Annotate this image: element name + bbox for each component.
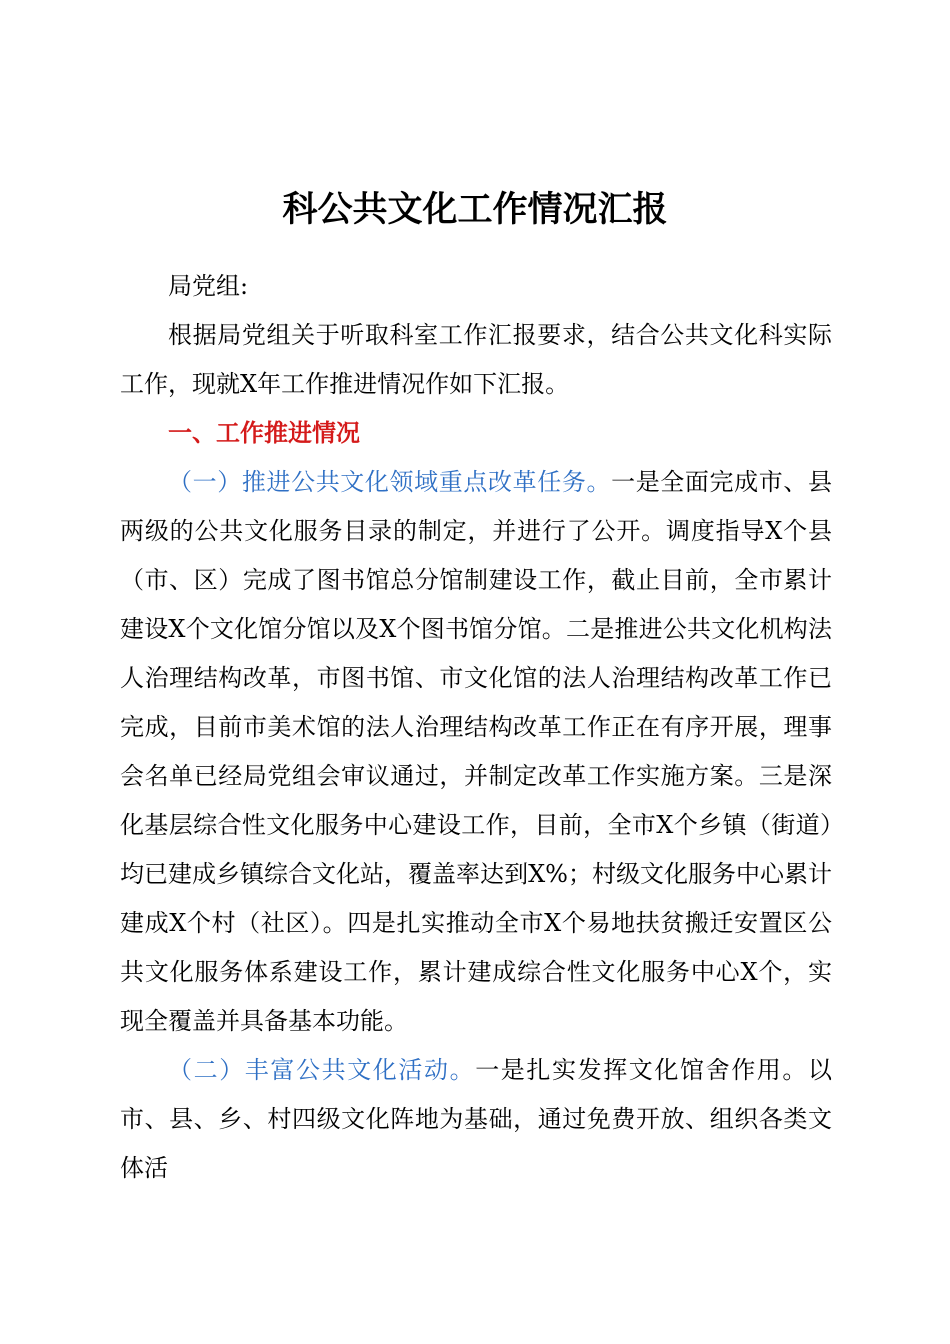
subheading-cultural-activities: （二）丰富公共文化活动。 <box>168 1056 476 1084</box>
document-body <box>120 262 832 1193</box>
paragraph-cultural-activities-text: 一是扎实发挥文化馆舍作用。以市、县、乡、村四级文化阵地为基础，通过免费开放、组织各类文体活 <box>120 1056 833 1182</box>
salutation: 局党组: <box>168 272 249 300</box>
document-title: 科公共文化工作情况汇报 <box>282 190 668 230</box>
paragraph-reform-tasks <box>120 458 832 1046</box>
paragraph-cultural-activities <box>120 1046 832 1193</box>
section-heading-work-progress <box>120 409 832 458</box>
section-heading-text: 一、工作推进情况 <box>168 419 360 447</box>
intro-paragraph: 根据局党组关于听取科室工作汇报要求，结合公共文化科实际工作，现就X年工作推进情况作如下汇报。 <box>120 321 832 398</box>
paragraph-reform-tasks-text: 一是全面完成市、县两级的公共文化服务目录的制定，并进行了公开。调度指导X个县（市、区）完成了图书馆总分馆制建设工作，截止目前，全市累计建设X个文化馆分馆以及X个图书馆分馆。二是推进公共文化机构法人治理结构改革，市图书馆、市文化馆的法人治理结构改革工作已完成，目前市美术馆的法人治理结构改革工作正在有序开展，理事会名单已经局党组会审议通过，并制定改革工作实施方案。三是深化基层综合性文化服务中心建设工作，目前，全市X个乡镇（街道）均已建成乡镇综合文化站，覆盖率达到X%；村级文化服务中心累计建成X个村（社区）。四是扎实推动全市X个易地扶贫搬迁安置区公共文化服务体系建设工作，累计建成综合性文化服务中心X个，实现全覆盖并具备基本功能。 <box>120 468 833 1035</box>
subheading-reform-tasks: （一）推进公共文化领域重点改革任务。 <box>168 468 612 496</box>
